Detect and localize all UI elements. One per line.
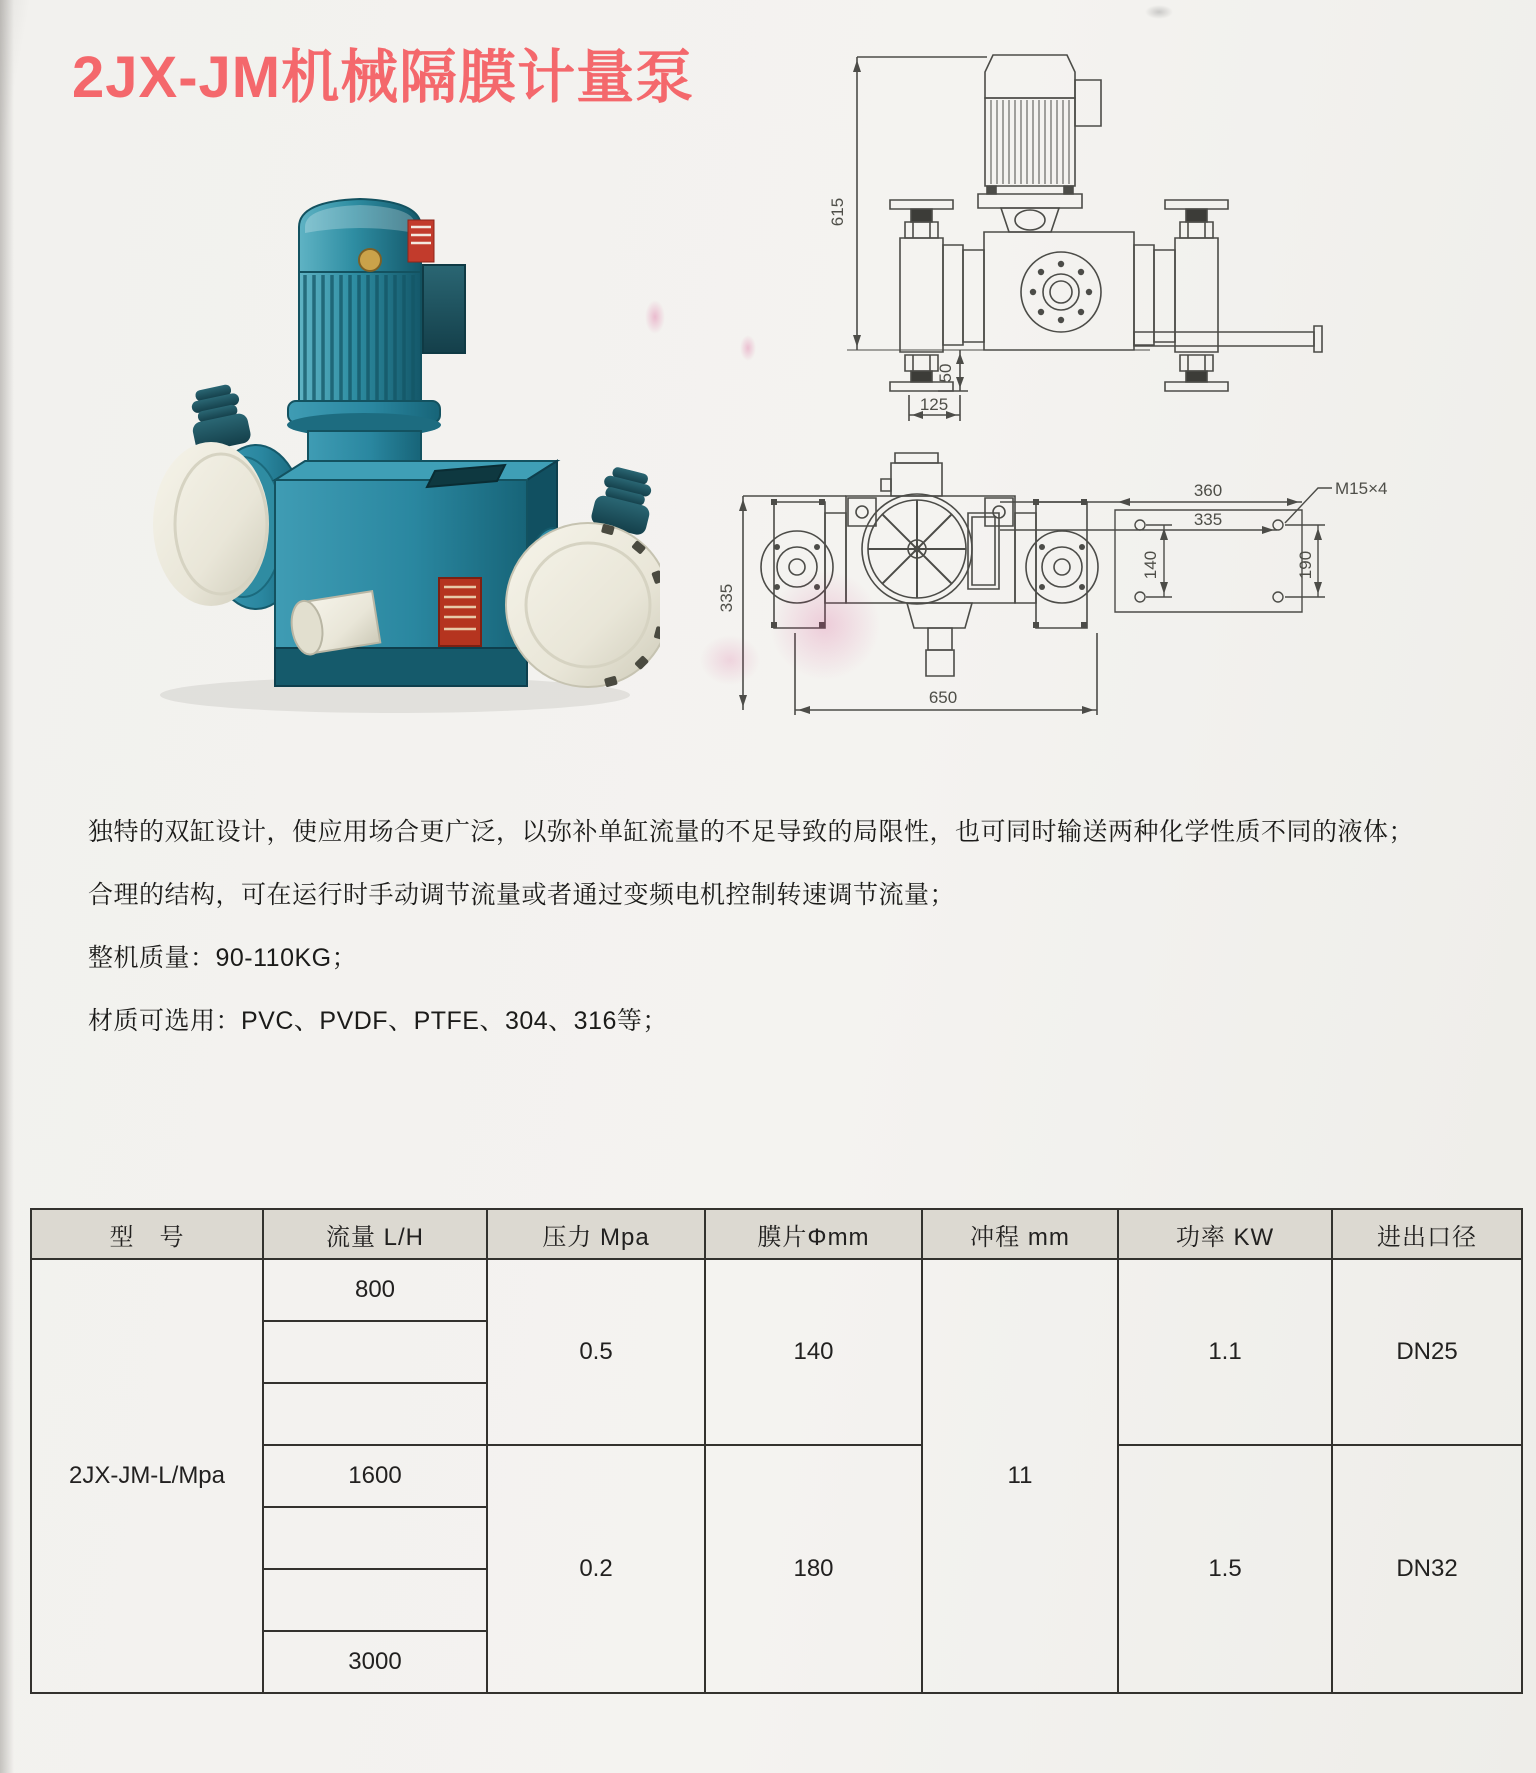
cell-pressure-1: 0.5 <box>487 1259 705 1445</box>
cell-model: 2JX-JM-L/Mpa <box>31 1259 263 1693</box>
dim-label-615: 615 <box>828 197 847 227</box>
header-port: 进出口径 <box>1332 1209 1522 1259</box>
motor <box>299 199 465 407</box>
base-plate-drawing <box>980 428 1420 638</box>
header-model: 型 号 <box>31 1209 263 1259</box>
front-view-drawing <box>735 20 1335 435</box>
cell-diaphragm-1: 140 <box>705 1259 922 1445</box>
scan-edge-shadow <box>0 0 14 1773</box>
scan-smudge <box>1145 5 1173 19</box>
right-head-outline <box>1134 200 1228 391</box>
cell-flow-3 <box>263 1383 487 1445</box>
dim-615 <box>853 57 987 350</box>
cell-flow-7: 3000 <box>263 1631 487 1693</box>
cell-port-2: DN32 <box>1332 1445 1522 1693</box>
description-line-3: 整机质量：90-110KG； <box>88 944 358 972</box>
cell-flow-1: 800 <box>263 1259 487 1321</box>
header-power: 功率 KW <box>1118 1209 1332 1259</box>
cell-pressure-2: 0.2 <box>487 1445 705 1693</box>
spec-table <box>30 1208 1523 1694</box>
left-diaphragm-head <box>153 442 269 606</box>
dim-label-335b: 335 <box>1193 510 1223 529</box>
description-line-1: 独特的双缸设计，使应用场合更广泛，以弥补单缸流量的不足导致的局限性，也可同时输送两种化学性质不同的液体； <box>88 818 1415 846</box>
pump-body-outline <box>984 232 1134 350</box>
pump-photo <box>105 135 660 745</box>
dim-label-140: 140 <box>1141 550 1160 580</box>
bottom-pipe <box>1134 326 1322 352</box>
cell-power-2: 1.5 <box>1118 1445 1332 1693</box>
side-foot <box>907 603 972 676</box>
spec-table-header-row <box>31 1209 1522 1259</box>
handwheel <box>862 494 972 604</box>
cell-port-1: DN25 <box>1332 1259 1522 1445</box>
motor-emblem <box>359 249 381 271</box>
header-pressure: 压力 Mpa <box>487 1209 705 1259</box>
description-line-4: 材质可选用：PVC、PVDF、PTFE、304、316等； <box>88 1007 668 1035</box>
dim-label-125: 125 <box>919 395 949 414</box>
header-diaphragm: 膜片Φmm <box>705 1209 922 1259</box>
side-left-head <box>761 499 846 628</box>
dim-label-190: 190 <box>1296 550 1315 580</box>
motor-outline <box>978 55 1101 232</box>
page-title: 2JX-JM机械隔膜计量泵 <box>72 45 695 110</box>
header-stroke: 冲程 mm <box>922 1209 1118 1259</box>
cell-flow-5 <box>263 1507 487 1569</box>
cell-flow-2 <box>263 1321 487 1383</box>
left-hose-connector <box>185 382 252 453</box>
table-row <box>31 1259 1522 1321</box>
dim-label-360: 360 <box>1193 481 1223 500</box>
dim-label-thread: M15×4 <box>1335 479 1388 498</box>
dim-label-650: 650 <box>928 688 958 707</box>
thread-leader <box>1285 488 1332 523</box>
header-flow: 流量 L/H <box>263 1209 487 1259</box>
dim-label-335: 335 <box>717 583 736 613</box>
dim-label-50: 50 <box>936 363 955 383</box>
cell-flow-4: 1600 <box>263 1445 487 1507</box>
cell-diaphragm-2: 180 <box>705 1445 922 1693</box>
cell-flow-6 <box>263 1569 487 1631</box>
cell-power-1: 1.1 <box>1118 1259 1332 1445</box>
cell-stroke: 11 <box>922 1259 1118 1693</box>
dim-360 <box>1000 498 1302 506</box>
description-line-2: 合理的结构，可在运行时手动调节流量或者通过变频电机控制转速调节流量； <box>88 881 956 909</box>
left-head-outline <box>890 200 984 391</box>
junction-box <box>423 265 465 353</box>
